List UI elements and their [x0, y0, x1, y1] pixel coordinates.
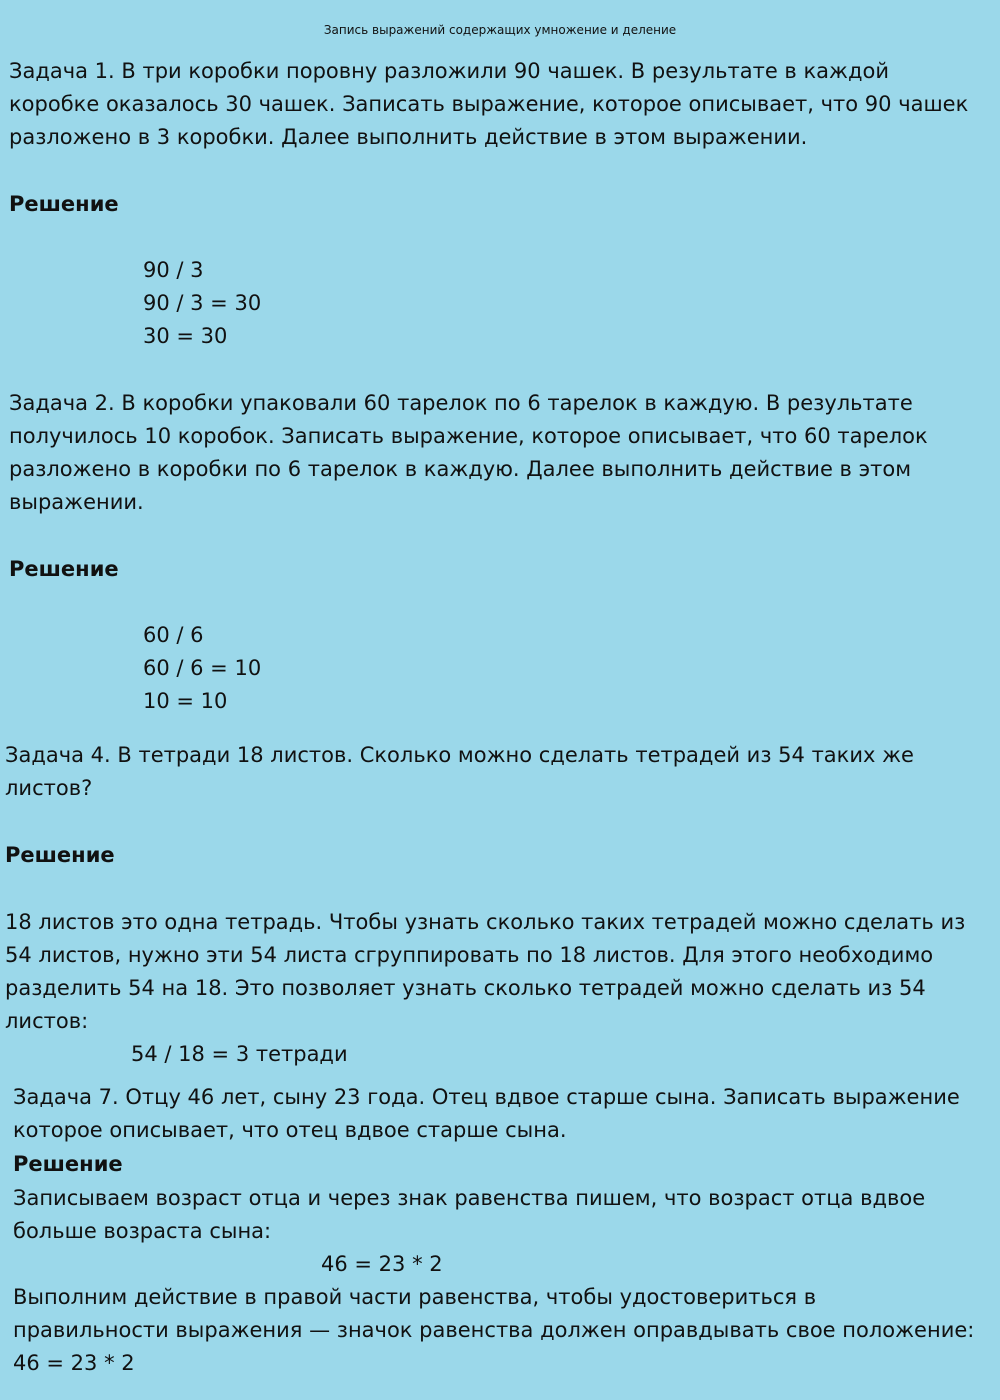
task4-result: 54 / 18 = 3 тетради	[131, 1042, 348, 1066]
task2-solution-line: 60 / 6 = 10	[143, 656, 262, 680]
task1-solution-line: 90 / 3 = 30	[143, 291, 262, 315]
task2-text: выражении.	[9, 490, 144, 514]
task7-explanation: больше возраста сына:	[13, 1219, 272, 1243]
task1-text: разложено в 3 коробки. Далее выполнить действие в этом выражении.	[9, 125, 808, 149]
task2-text: получилось 10 коробок. Записать выражение, которое описывает, что 60 тарелок	[9, 424, 928, 448]
task7-text: Задача 7. Отцу 46 лет, сыну 23 года. Отец вдвое старше сына. Записать выражение	[13, 1085, 960, 1109]
task4-explanation: листов:	[5, 1009, 89, 1033]
task7-expression: 46 = 23 * 2	[321, 1252, 443, 1276]
task1-text: Задача 1. В три коробки поровну разложили 90 чашек. В результате в каждой	[9, 59, 889, 83]
solution-heading: Решение	[5, 843, 115, 867]
task2-solution-line: 10 = 10	[143, 689, 228, 713]
task1-solution-line: 30 = 30	[143, 324, 228, 348]
task7-check-expression: 46 = 23 * 2	[13, 1351, 135, 1375]
task2-text: разложено в коробки по 6 тарелок в каждую. Далее выполнить действие в этом	[9, 457, 912, 481]
task4-explanation: разделить 54 на 18. Это позволяет узнать сколько тетрадей можно сделать из 54	[5, 976, 926, 1000]
task4-text: Задача 4. В тетради 18 листов. Сколько можно сделать тетрадей из 54 таких же	[5, 743, 914, 767]
task1-text: коробке оказалось 30 чашек. Записать выражение, которое описывает, что 90 чашек	[9, 92, 969, 116]
task7-check: правильности выражения — значок равенства должен оправдывать свое положение:	[13, 1318, 975, 1342]
task7-text: которое описывает, что отец вдвое старше сына.	[13, 1118, 567, 1142]
task4-text: листов?	[5, 776, 93, 800]
solution-heading: Решение	[9, 557, 119, 581]
task2-text: Задача 2. В коробки упаковали 60 тарелок по 6 тарелок в каждую. В результате	[9, 391, 913, 415]
task4-explanation: 54 листов, нужно эти 54 листа сгруппировать по 18 листов. Для этого необходимо	[5, 943, 934, 967]
solution-heading: Решение	[13, 1152, 123, 1176]
task4-explanation: 18 листов это одна тетрадь. Чтобы узнать сколько таких тетрадей можно сделать из	[5, 910, 966, 934]
task1-solution-line: 90 / 3	[143, 258, 204, 282]
solution-heading: Решение	[9, 192, 119, 216]
task7-check: Выполним действие в правой части равенства, чтобы удостовериться в	[13, 1285, 817, 1309]
task2-solution-line: 60 / 6	[143, 623, 204, 647]
page-title: Запись выражений содержащих умножение и деление	[323, 23, 677, 37]
task7-explanation: Записываем возраст отца и через знак равенства пишем, что возраст отца вдвое	[13, 1186, 926, 1210]
